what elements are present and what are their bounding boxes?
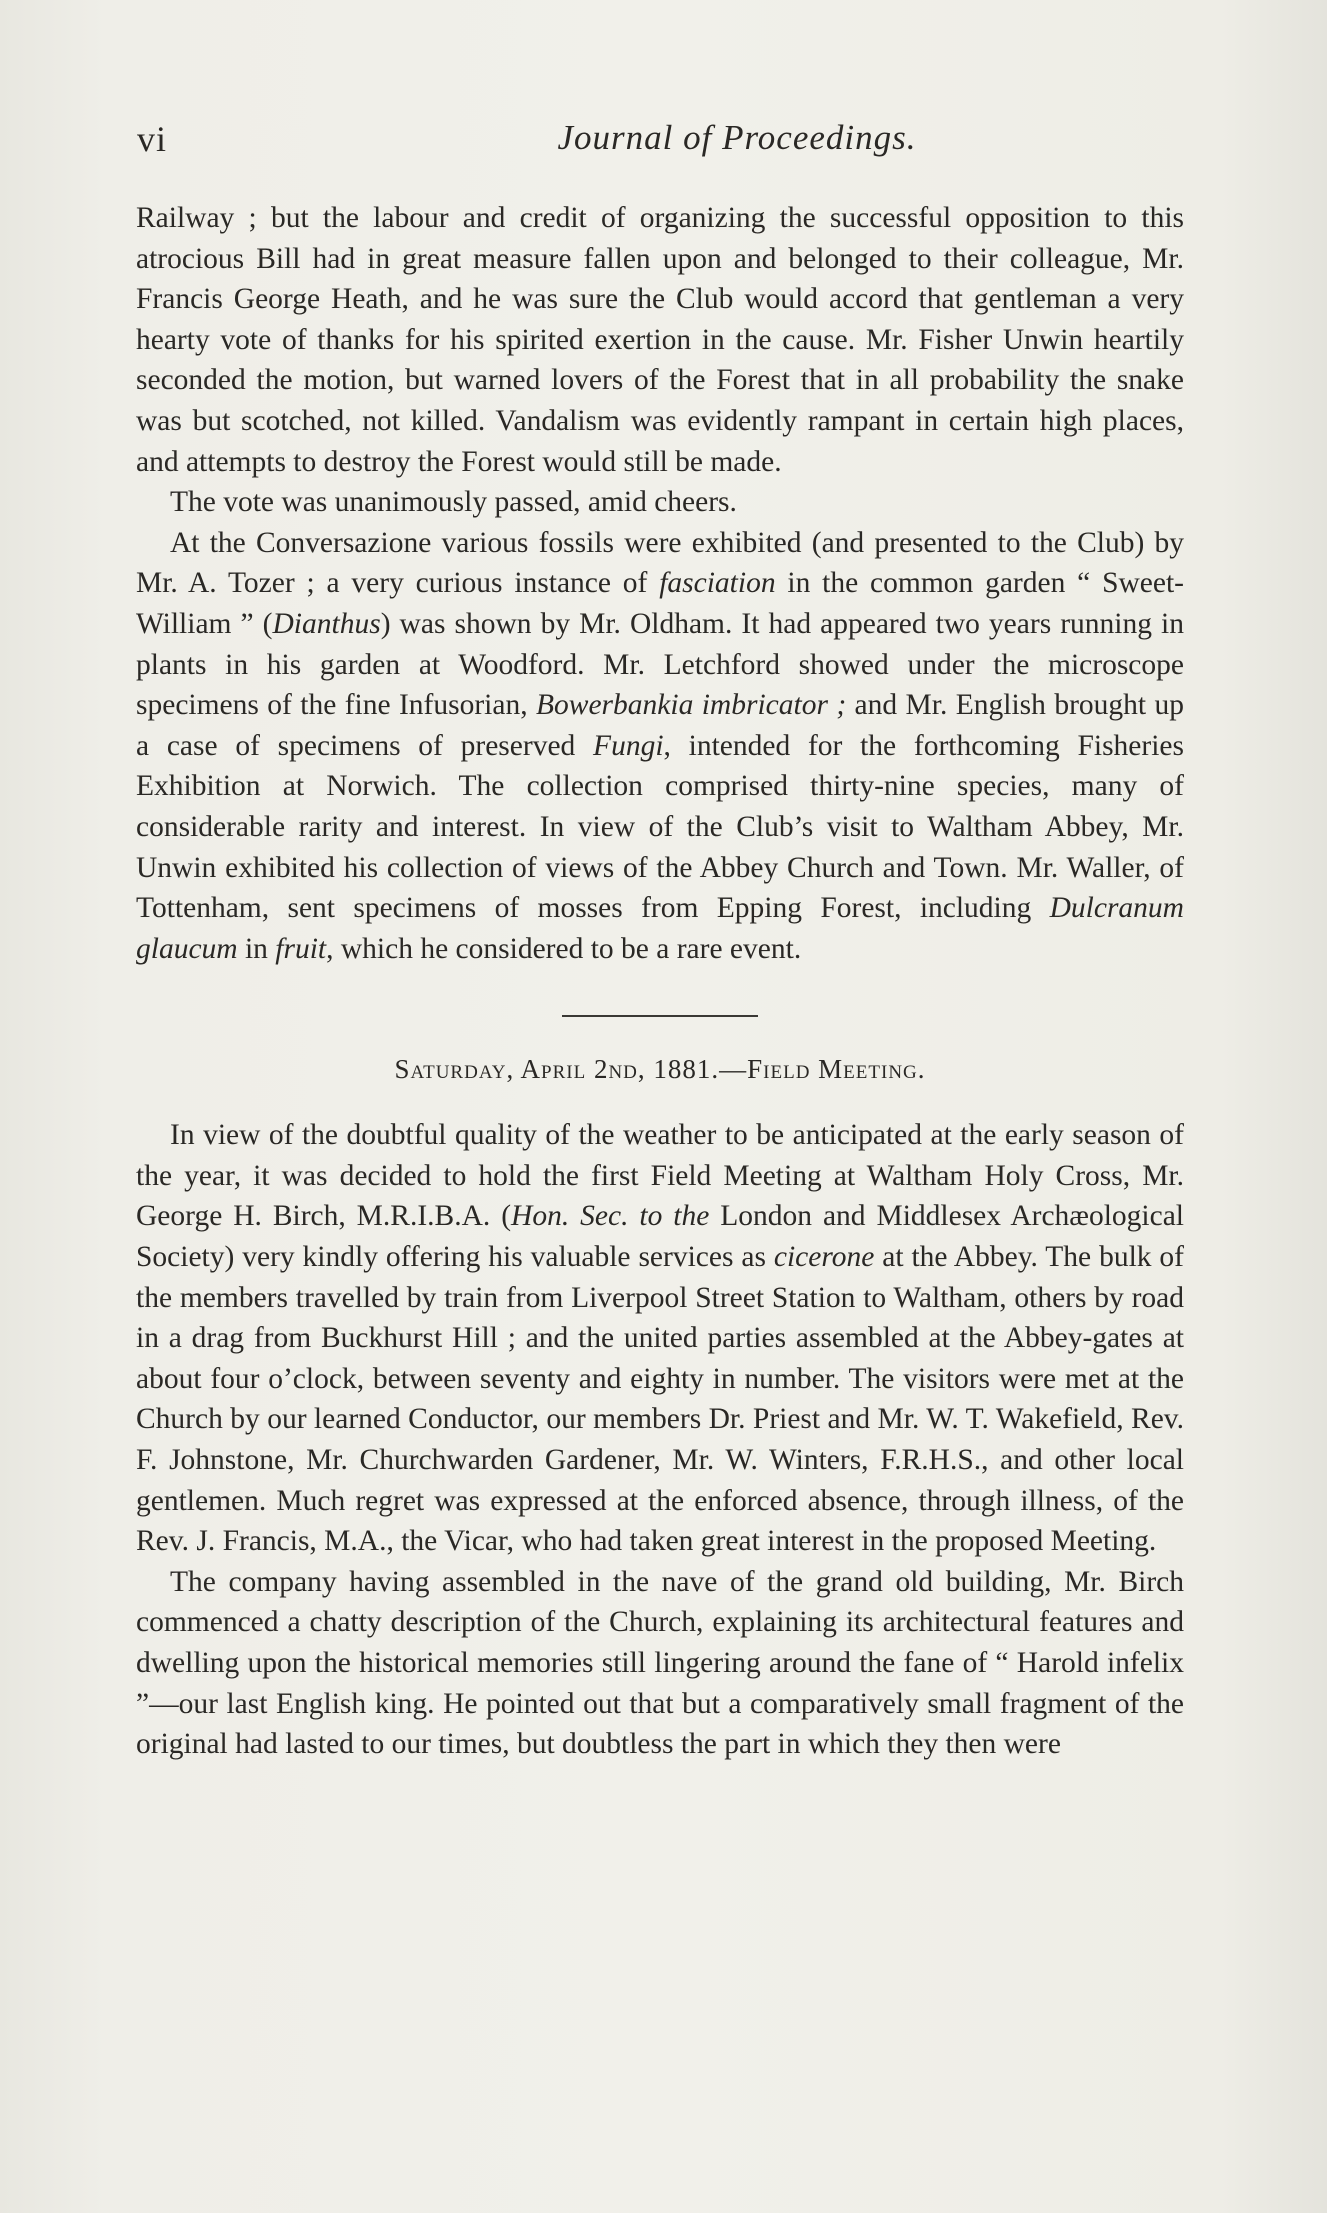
italic-term: fasciation — [659, 567, 776, 600]
running-head: Journal of Proceedings. — [557, 118, 917, 157]
section-divider — [136, 969, 1184, 1039]
paragraph-field-meeting — [136, 1115, 1184, 1562]
paragraph-church-description: The company having assembled in the nave of the grand old building, Mr. Birch commenced a chatty description of the Church, explaining its architectural features and dwelling upon the historical memories still lingering around the fane of “ Harold infelix ”—our last English king. He pointed out that but a comparatively small fragment of the original had lasted to our times, but doubtless the part in which they then were — [136, 1565, 1184, 1761]
italic-term: Bowerbankia imbricator ; — [536, 689, 847, 722]
text-run: and Mr. English brought up a case of specimens of preserved — [136, 689, 1184, 762]
paragraph-continued: Railway ; but the labour and credit of organizing the successful opposition to this atrocious Bill had in great measure fallen upon and belonged to their colleague, Mr. Francis George Heath, and he was sure the Club would accord that gentleman a very hearty vote of thanks for his spirited exertion in the cause. Mr. Fisher Unwin heartily seconded the motion, but warned lovers of the Forest that in all probability the snake was but scotched, not killed. Vandalism was evidently rampant in certain high places, and attempts to destroy the Forest would still be made. — [136, 202, 1184, 478]
section-heading: Saturday, April 2nd, 1881.—Field Meeting. — [394, 1054, 926, 1085]
text-run: London and Middlesex Archæological Society) very kindly offering his valuable services as — [136, 1200, 1184, 1274]
text-run: ) was shown by Mr. Oldham. It had appeared two years running in plants in his garden at Woodford. Mr. Letchford showed under the microscope specimens of the fine Infusorian, — [136, 607, 1184, 722]
italic-term: Fungi — [593, 729, 664, 762]
text-run: in the common garden “ Sweet-William ” ( — [136, 567, 1184, 640]
italic-term: Dianthus — [272, 607, 381, 640]
page-header — [137, 118, 1187, 168]
text-run: In view of the doubtful quality of the weather to be anticipated at the early season of the year, it was decided to hold the first Field Meeting at Waltham Holy Cross, Mr. George H. Birch, M.R.I.B.A. ( — [136, 1119, 1184, 1233]
paragraph-vote: The vote was unanimously passed, amid cheers. — [170, 486, 737, 519]
italic-term: fruit — [275, 932, 327, 965]
italic-term: cicerone — [773, 1241, 875, 1274]
italic-term: Hon. Sec. to the — [511, 1200, 710, 1233]
divider-rule — [562, 1015, 758, 1017]
paragraph-conversazione — [136, 523, 1184, 970]
body-text — [136, 198, 1184, 1765]
text-run: in — [237, 932, 276, 965]
text-run: , which he considered to be a rare event. — [326, 932, 802, 965]
text-run: At the Conversazione various fossils were exhibited (and presented to the Club) by Mr. A. Tozer ; a very curious instance of — [136, 526, 1184, 600]
text-run: , intended for the forthcoming Fisheries Exhibition at Norwich. The collection comprised thirty-nine species, many of considerable rarity and interest. In view of the Club’s visit to Waltham Abbey, Mr. Unwin exhibited his collection of views of the Abbey Church and Town. Mr. Waller, of Tottenham, sent specimens of mosses from Epping Forest, including — [136, 729, 1184, 925]
page-number: vi — [137, 119, 168, 159]
italic-term: Dulcranum glaucum — [136, 892, 1184, 965]
text-run: at the Abbey. The bulk of the members travelled by train from Liverpool Street Station to Waltham, others by road in a drag from Buckhurst Hill ; and the united parties assembled at the Abbey-gates at about four o’clock, between seventy and eighty in number. The visitors were met at the Church by our learned Conductor, our members Dr. Priest and Mr. W. T. Wakefield, Rev. F. Johnstone, Mr. Churchwarden Gardener, Mr. W. Winters, F.R.H.S., and other local gentlemen. Much regret was expressed at the enforced absence, through illness, of the Rev. J. Francis, M.A., the Vicar, who had taken great interest in the proposed Meeting. — [136, 1241, 1184, 1558]
